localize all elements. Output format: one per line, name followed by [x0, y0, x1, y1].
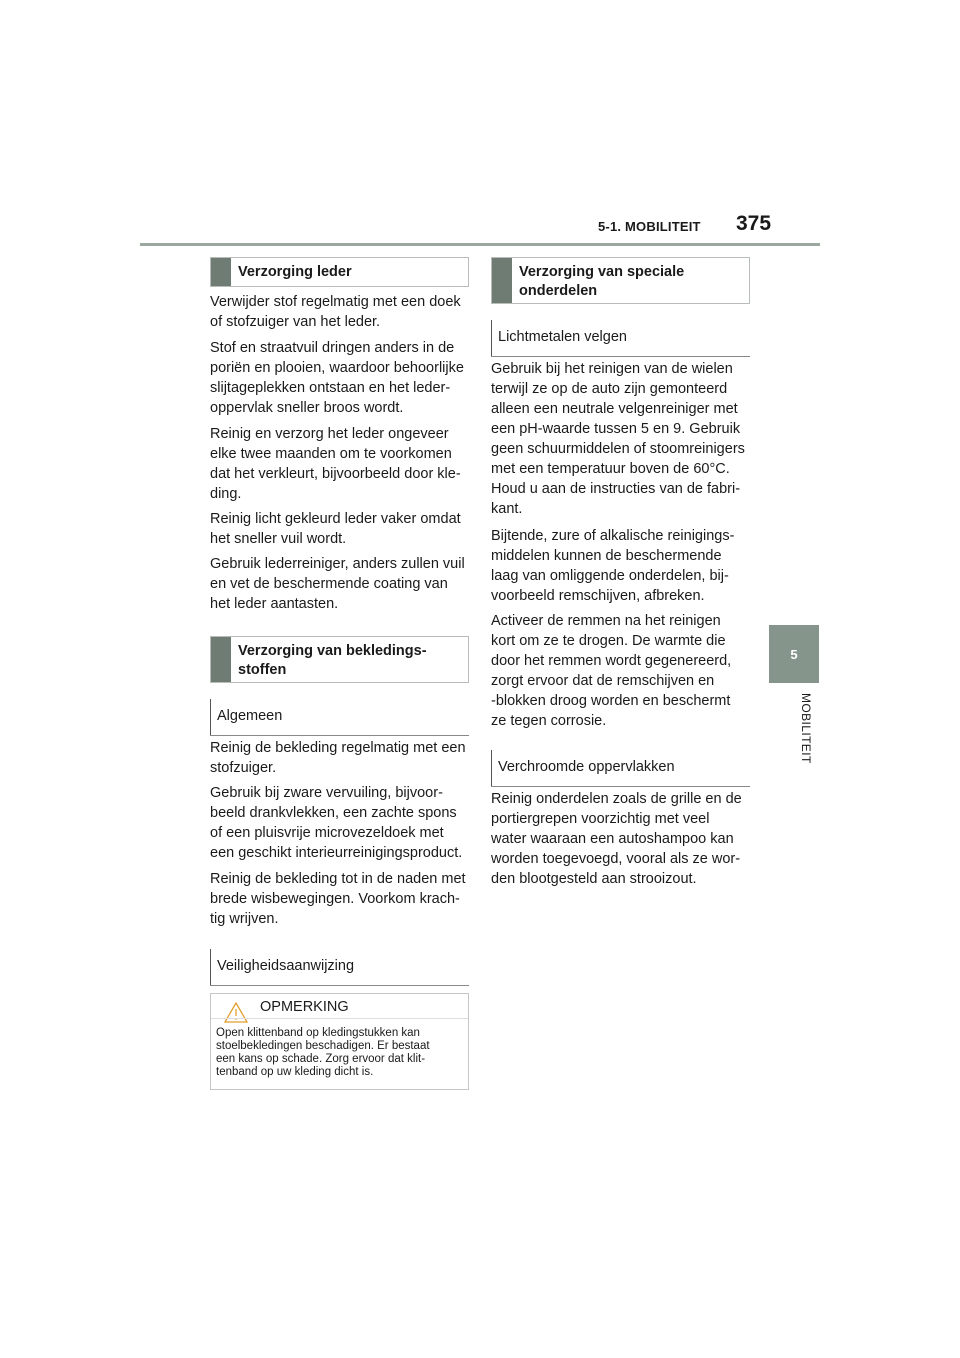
text-line: middelen kunnen de beschermende	[491, 548, 722, 564]
page-number: 375	[736, 212, 772, 235]
heading-bar	[211, 258, 231, 286]
text-line: Stof en straatvuil dringen anders in de	[210, 340, 455, 356]
heading-bar	[211, 637, 231, 682]
text-line: laag van omliggende onderdelen, bij-	[491, 568, 729, 584]
text-line: oppervlak sneller broos wordt.	[210, 400, 404, 416]
subheading-rule	[210, 735, 469, 736]
text-line: -blokken droog worden en beschermt	[491, 693, 731, 709]
section-title: 5-1. MOBILITEIT	[598, 219, 701, 234]
heading-leather-care	[210, 257, 469, 287]
text-line: of stofzuiger van het leder.	[210, 314, 381, 330]
heading-line: Verzorging van bekledings-	[238, 643, 427, 659]
text-line: kant.	[491, 501, 523, 517]
paragraph	[210, 738, 472, 778]
text-line: brede wisbewegingen. Voorkom krach-	[210, 891, 460, 907]
heading-text: Verzorging leder	[238, 264, 352, 280]
paragraph	[491, 611, 753, 731]
text-line: het sneller vuil wordt.	[210, 531, 347, 547]
text-line: worden toegevoegd, vooral als ze wor-	[491, 851, 741, 867]
heading-line: stoffen	[238, 662, 287, 678]
paragraph	[491, 359, 753, 519]
text-line: Verwijder stof regelmatig met een doek	[210, 294, 461, 310]
subheading-rule	[210, 985, 469, 986]
text-line: een pH-waarde tussen 5 en 9. Gebruik	[491, 421, 741, 437]
text-line: Houd u aan de instructies van de fabri-	[491, 481, 741, 497]
text-line: poriën en plooien, waardoor behoorlijke	[210, 360, 464, 376]
chapter-label: MOBILITEIT	[799, 693, 813, 764]
paragraph	[491, 526, 753, 606]
text-line: ze tegen corrosie.	[491, 713, 607, 729]
text-line: met een temperatuur boven de 60°C.	[491, 461, 730, 477]
text-line: stoelbekledingen beschadigen. Er bestaat	[216, 1040, 430, 1052]
text-line: of een pluisvrije microvezeldoek met	[210, 825, 444, 841]
heading-special-parts-care	[491, 257, 750, 304]
paragraph	[210, 554, 472, 614]
text-line: ding.	[210, 486, 242, 502]
text-line: stofzuiger.	[210, 760, 277, 776]
notice-divider	[211, 1018, 468, 1019]
subheading-marker	[491, 320, 492, 356]
subheading-label: Algemeen	[217, 708, 283, 724]
text-line: terwijl ze op de auto zijn gemonteerd	[491, 381, 728, 397]
paragraph	[491, 789, 753, 889]
text-line: Activeer de remmen na het reinigen	[491, 613, 721, 629]
subheading-label: Verchroomde oppervlakken	[498, 759, 675, 775]
text-line: Gebruik bij zware vervuiling, bijvoor-	[210, 785, 443, 801]
warning-triangle-icon	[224, 1002, 248, 1023]
text-line: Reinig licht gekleurd leder vaker omdat	[210, 511, 461, 527]
paragraph	[210, 783, 472, 863]
text-line: Reinig de bekleding regelmatig met een	[210, 740, 466, 756]
subheading-marker	[491, 750, 492, 786]
text-line: Reinig onderdelen zoals de grille en de	[491, 791, 742, 807]
text-line: alleen een neutrale velgenreiniger met	[491, 401, 738, 417]
header-rule	[140, 243, 820, 246]
paragraph	[210, 292, 472, 332]
text-line: beeld drankvlekken, een zachte spons	[210, 805, 457, 821]
text-line: en vet de beschermende coating van	[210, 576, 448, 592]
text-line: elke twee maanden om te voorkomen	[210, 446, 452, 462]
subheading-rule	[491, 786, 750, 787]
chapter-tab: 5	[769, 625, 819, 683]
text-line: Open klittenband op kledingstukken kan	[216, 1027, 420, 1039]
paragraph	[210, 509, 472, 549]
text-line: slijtageplekken ontstaan en het leder-	[210, 380, 451, 396]
heading-upholstery-care	[210, 636, 469, 683]
text-line: Bijtende, zure of alkalische reinigings-	[491, 528, 735, 544]
subheading-marker	[210, 699, 211, 735]
heading-bar	[492, 258, 512, 303]
subheading-rule	[491, 356, 750, 357]
notice-box	[210, 993, 469, 1090]
heading-line: Verzorging van speciale	[519, 264, 685, 280]
subheading-marker	[210, 949, 211, 985]
heading-text	[519, 263, 743, 301]
paragraph	[210, 869, 472, 929]
text-line: het leder aantasten.	[210, 596, 339, 612]
text-line: voorbeeld remschijven, afbreken.	[491, 588, 705, 604]
text-line: tig wrijven.	[210, 911, 279, 927]
heading-text	[238, 642, 462, 680]
notice-text	[216, 1027, 462, 1079]
paragraph	[210, 338, 472, 418]
text-line: geen schuurmiddelen of stoomreinigers	[491, 441, 745, 457]
text-line: Reinig en verzorg het leder ongeveer	[210, 426, 449, 442]
text-line: Reinig de bekleding tot in de naden met	[210, 871, 466, 887]
text-line: een kans op schade. Zorg ervoor dat klit-	[216, 1053, 426, 1065]
text-line: tenband op uw kleding dicht is.	[216, 1066, 374, 1078]
subheading-label: Veiligheidsaanwijzing	[217, 958, 355, 974]
text-line: den blootgesteld aan strooizout.	[491, 871, 697, 887]
paragraph	[210, 424, 472, 504]
notice-title: OPMERKING	[260, 999, 349, 1015]
text-line: water waaraan een autoshampoo kan	[491, 831, 734, 847]
text-line: dat het verkleurt, bijvoorbeeld door kle-	[210, 466, 461, 482]
subheading-label: Lichtmetalen velgen	[498, 329, 627, 345]
text-line: kort om ze te drogen. De warmte die	[491, 633, 726, 649]
text-line: een geschikt interieurreinigingsproduct.	[210, 845, 463, 861]
text-line: Gebruik bij het reinigen van de wielen	[491, 361, 733, 377]
text-line: portiergrepen voorzichtig met veel	[491, 811, 710, 827]
text-line: zorgt ervoor dat de remschijven en	[491, 673, 715, 689]
heading-line: onderdelen	[519, 283, 598, 299]
text-line: door het remmen wordt gegenereerd,	[491, 653, 732, 669]
text-line: Gebruik lederreiniger, anders zullen vuil	[210, 556, 465, 572]
